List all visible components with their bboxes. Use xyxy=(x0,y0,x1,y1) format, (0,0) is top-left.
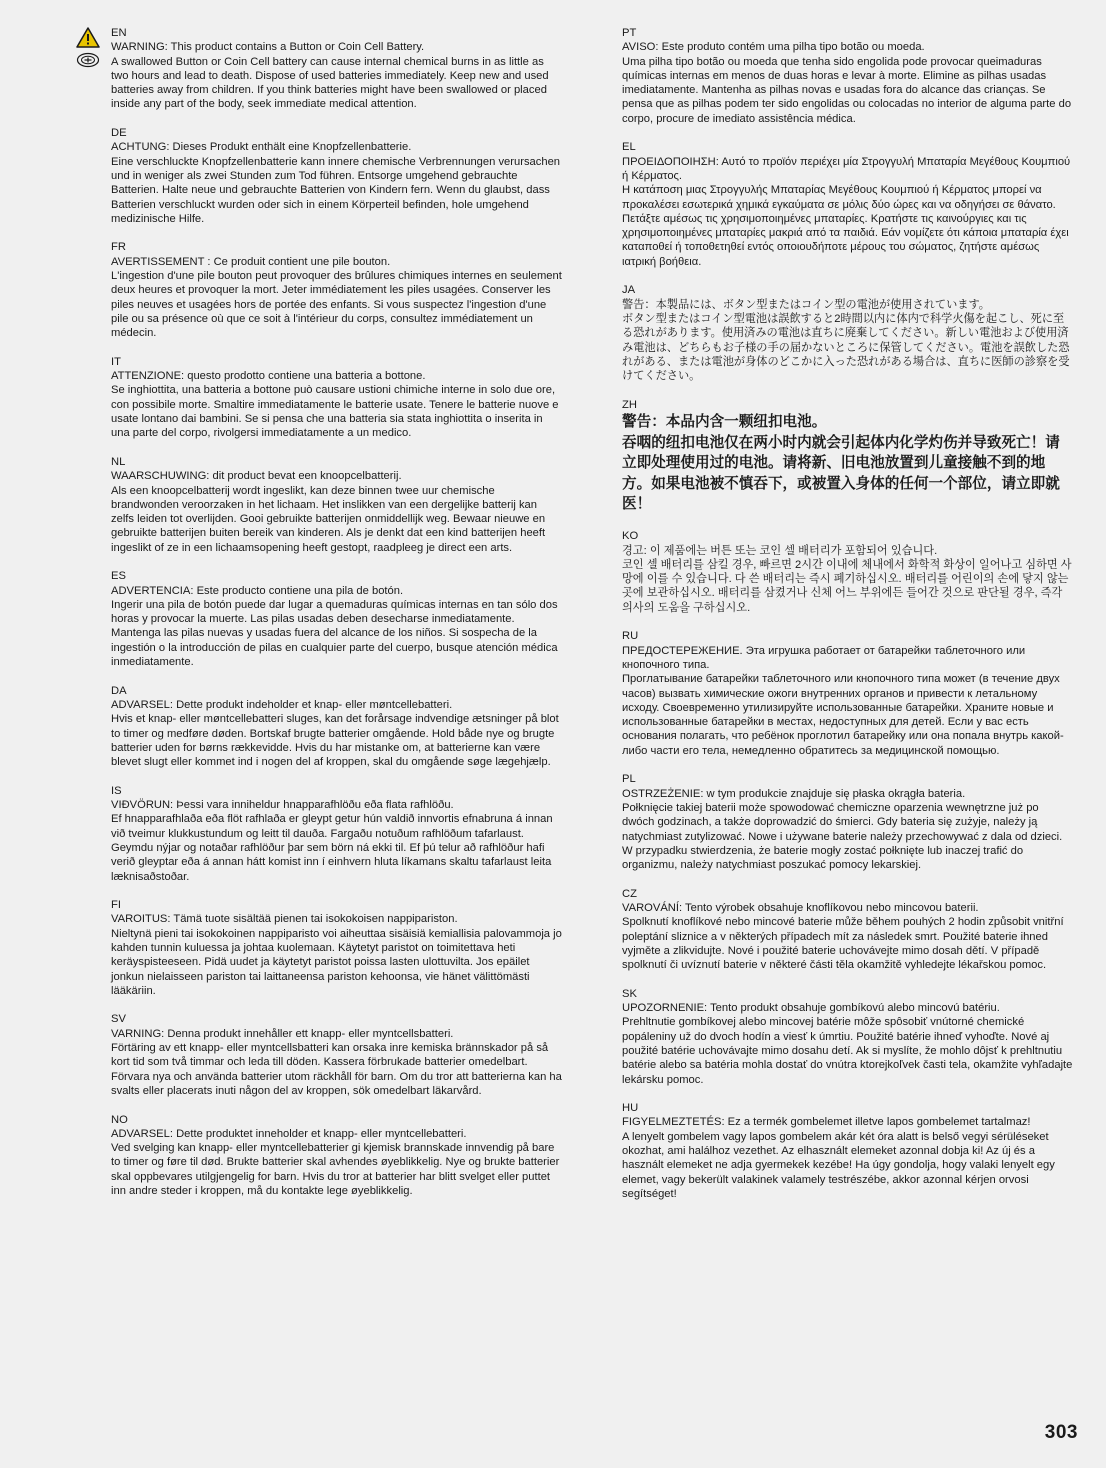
language-code: IT xyxy=(111,355,121,368)
section-ru xyxy=(622,629,1074,758)
left-column xyxy=(111,26,563,1213)
language-code: JA xyxy=(622,284,636,297)
language-code: ZH xyxy=(622,398,637,411)
warning-text: OSTRZEŻENIE: w tym produkcie znajduje się płaska okrągła bateria. Połknięcie takiej baterii może spowodować chemiczne oparzenia wewnętrzne już po dwóch godzinach, a także doprowadzić do śmierci. Gdy bateria się zużyje, należy ją natychmiast zutylizować. Nowe i używane baterie należy przechowywać z dala od dzieci. W przypadku stwierdzenia, że baterie mogły zostać połknięte lub inaczej trafić do organizmu, należy natychmiast poszukać pomocy lekarskiej. xyxy=(622,787,1063,872)
warning-text: ΠΡΟΕΙΔΟΠΟΙΗΣΗ: Αυτό το προϊόν περιέχει μία Στρογγυλή Μπαταρία Μεγέθους Κουμπιού ή Κέρματος. Η κατάποση μιας Στρογγυλής Μπαταρίας Μεγέθους Κουμπιού ή Κέρματος μπορεί να προκαλέσει εσωτερικά χημικά εγκαύματα σε μόλις δύο ώρες και να οδηγήσει σε θάνατο. Πετάξτε αμέσως τις χρησιμοποιημένες μπαταρίες. Κρατήστε τις καινούργιες και τις χρησιμοποιημένες μπαταρίες μακριά από τα παιδιά. Εάν νομίζετε ότι κάποια μπαταρία έχει καταποθεί ή τοποθετηθεί εντός οποιουδήποτε μέρους του σώματος, ζητήστε αμέσως ιατρική βοήθεια. xyxy=(622,155,1071,268)
warning-text: ADVARSEL: Dette produktet inneholder et knapp- eller myntcellebatteri. Ved svelging kan knapp- eller myntcellebatterier gi kjemisk brannskade innvendig på bare to timer og føre til død. Brukte batterier skal avhendes øyeblikkelig. Nye og brukte batterier skal oppbevares utilgjengelig for barn. Hvis du tror at batterier har blitt svelget eller puttet inn andre steder i kroppen, må du kontakte lege øyeblikkelig. xyxy=(111,1127,560,1198)
section-it xyxy=(111,355,563,441)
section-ja xyxy=(622,283,1074,383)
coin-cell-battery-icon xyxy=(76,52,100,68)
section-hu xyxy=(622,1101,1074,1201)
section-zh xyxy=(622,398,1074,515)
warning-text: FIGYELMEZTETÉS: Ez a termék gombelemet illetve lapos gombelemet tartalmaz! A lenyelt gombelem vagy lapos gombelem akár két óra alatt is belső vegyi sérüléseket okozhat, ami halálhoz vezethet. Az elhasznált elemeket azonnal dobja ki! Az új és a használt elemeket ne adja gyermekek kezébe! Ha úgy gondolja, hogy valaki lenyelt egy elemet, vagy bekerült valakinek valamely testrészébe, akkor azonnal kérjen orvosi segítséget! xyxy=(622,1116,1055,1200)
warning-text: ПРЕДОСТЕРЕЖЕНИЕ. Эта игрушка работает от батарейки таблеточного или кнопочного типа. Проглатывание батарейки таблеточного или кнопочного типа может (в течение двух часов) вызвать химические ожоги внутренних органов и привести к летальному исходу. Своевременно утилизируйте использованные батарейки. Храните новые и использованные батарейки в местах, недоступных для детей. Если у вас есть основания полагать, что ребёнок проглотил батарейку или она попала внутрь какой-либо части его тела, немедленно обратитесь за медицинской помощью. xyxy=(622,644,1064,757)
language-code: NL xyxy=(111,455,126,468)
warning-text: VARNING: Denna produkt innehåller ett knapp- eller myntcellsbatteri. Förtäring av ett knapp- eller myntcellsbatteri kan orsaka inre kemiska brännskador på så kort tid som två timmar och leda till döden. Kassera förbrukade batterier omedelbart. Förvara nya och använda batterier utom räckhåll för barn. Om du tror att batterierna kan ha svalts eller placerats inuti någon del av kroppen, sök omedelbart läkarvård. xyxy=(111,1027,562,1097)
section-da xyxy=(111,684,563,770)
language-code: HU xyxy=(622,1102,639,1115)
section-cz xyxy=(622,887,1074,973)
language-code: DA xyxy=(111,684,127,697)
section-fi xyxy=(111,898,563,998)
right-column xyxy=(622,26,1074,1216)
section-pt xyxy=(622,26,1074,126)
warning-triangle-icon xyxy=(76,27,100,48)
language-code: PL xyxy=(622,773,636,786)
warning-text: ADVARSEL: Dette produkt indeholder et knap- eller møntcellebatteri. Hvis et knap- eller møntcellebatteri sluges, kan det forårsage indvendige ætsninger på blot to timer og medføre døden. Bortskaf brugte batterier omgående. Hold både nye og brugte batterier uden for børns rækkevidde. Hvis du har mistanke om, at batterierne kan være blevet slugt eller kommet ind i nogen del af kroppen, skal du omgående søge lægehjælp. xyxy=(111,698,559,769)
warning-text: VAROVÁNÍ: Tento výrobek obsahuje knoflíkovou nebo mincovou baterii. Spolknutí knoflíkové nebo mincové baterie může během pouhých 2 hodin způsobit vnitřní poleptání sliznice a v některých případech mít za následek smrt. Použité baterie ihned vyjměte a zlikvidujte. Nové i použité baterie uchovávejte mimo dosah dětí. V případě spolknutí či uvíznutí baterie v některé části těla okamžitě vyhledejte lékařskou pomoc. xyxy=(622,902,1064,972)
language-code: RU xyxy=(622,630,639,643)
language-code: IS xyxy=(111,784,122,797)
warning-icons xyxy=(76,27,102,68)
warning-text: ACHTUNG: Dieses Produkt enthält eine Knopfzellenbatterie. Eine verschluckte Knopfzellenbatterie kann innere chemische Verbrennungen verursachen und in weniger als zwei Stunden zum Tod führen. Entsorge umgehend gebrauchte Batterien. Halte neue und gebrauchte Batterien von Kindern fern. Wenn du glaubst, dass Batterien verschluckt wurden oder sich in einem Körperteil befinden, hole umgehend medizinische Hilfe. xyxy=(111,141,561,225)
section-ko xyxy=(622,529,1074,615)
language-code: SK xyxy=(622,987,637,1000)
language-code: PT xyxy=(622,27,637,39)
language-code: SV xyxy=(111,1013,126,1026)
section-is xyxy=(111,784,563,884)
language-code: FR xyxy=(111,241,126,254)
section-en xyxy=(111,26,563,112)
language-code: FI xyxy=(111,899,121,912)
warning-text: VIÐVÖRUN: Þessi vara inniheldur hnapparafhlöðu eða flata rafhlöðu. Ef hnapparafhlaða eða flöt rafhlaða er gleypt getur hún valdið innvortis efnabruna á innan við tveimur klukkustundum og leitt til dauða. Fargaðu notuðum rafhlöðum tafarlaust. Geymdu nýjar og notaðar rafhlöður þar sem börn ná ekki til. Ef þú telur að rafhlöður hafi verið gleyptar eða á annan hátt komist inn í einhvern hluta líkamans skaltu tafarlaust leita læknisaðstoðar. xyxy=(111,799,553,883)
warning-text: ATTENZIONE: questo prodotto contiene una batteria a bottone. Se inghiottita, una batteria a bottone può causare ustioni chimiche interne in solo due ore, con possibile morte. Smaltire immediatamente le batterie usate. Tenere le batterie nuove e usate lontano dai bambini. Se si pensa che una batteria sia stata inghiottita o inserita in una parte del corpo, rivolgersi immediatamente a un medico. xyxy=(111,370,559,440)
warning-text: UPOZORNENIE: Tento produkt obsahuje gombíkovú alebo mincovú batériu. Prehltnutie gombíkovej alebo mincovej batérie môže spôsobiť vnútorné chemické popáleniny už do dvoch hodín a viesť k úmrtiu. Použité batérie ihneď vyhoďte. Nové aj použité batérie uchovávajte mimo dosahu detí. Ak si myslíte, že mohlo dôjsť k prehltnutiu batérie alebo sa batéria mohla dostať do vnútra ktorejkoľvek časti tela, okamžite vyhľadajte lekársku pomoc. xyxy=(622,1002,1073,1086)
warning-text: 경고: 이 제품에는 버튼 또는 코인 셀 배터리가 포함되어 있습니다. 코인 셀 배터리를 삼킬 경우, 빠르면 2시간 이내에 체내에서 화학적 화상이 일어나고 심하면 사망에 이를 수 있습니다. 다 쓴 배터리는 즉시 폐기하십시오. 배터리를 어린이의 손에 닿지 않는 곳에 보관하십시오. 배터리를 삼켰거나 신체 어느 부위에든 들어간 것으로 판단될 경우, 즉각 의사의 도움을 구하십시오. xyxy=(622,544,1072,614)
language-code: DE xyxy=(111,127,127,140)
section-sk xyxy=(622,987,1074,1087)
section-es xyxy=(111,569,563,669)
page-number: 303 xyxy=(1044,1422,1078,1443)
language-code: ES xyxy=(111,570,126,583)
warning-text: 警告：本品内含一颗纽扣电池。 吞咽的纽扣电池仅在两小时内就会引起体内化学灼伤并导致死亡！请立即处理使用过的电池。请将新、旧电池放置到儿童接触不到的地方。如果电池被不慎吞下，或被置入身体的任何一个部位，请立即就医！ xyxy=(622,414,1060,513)
warning-text: WARNING: This product contains a Button or Coin Cell Battery. A swallowed Button or Coin Cell battery can cause internal chemical burns in as little as two hours and lead to death. Dispose of used batteries immediately. Keep new and used batteries away from children. If you think batteries might have been swallowed or placed inside any part of the body, seek immediate medical attention. xyxy=(111,41,549,111)
section-no xyxy=(111,1113,563,1199)
warning-text: VAROITUS: Tämä tuote sisältää pienen tai isokokoisen nappipariston. Nieltynä pieni tai isokokoinen nappiparisto voi aiheuttaa sisäisiä kemiallisia palovammoja jo kahden tunnin kuluessa ja johtaa kuolemaan. Käytetyt paristot on toimitettava heti keräyspisteeseen. Pidä uudet ja käytetyt paristot poissa lasten ulottuvilta. Jos epäilet jonkun nielaisseen pariston tai laittaneensa pariston kehoonsa, vie hänet välittömästi lääkäriin. xyxy=(111,913,562,997)
warning-text: 警告：本製品には、ボタン型またはコイン型の電池が使用されています。 ボタン型またはコイン型電池は誤飲すると2時間以内に体内で科学火傷を起こし、死に至る恐れがあります。使用済みの電池は直ちに廃棄してください。新しい電池および使用済み電池は、どちらもお子様の手の届かないところに保管してください。電池を誤飲した恐れがある、または電池が身体のどこかに入った恐れがある場合は、直ちに医師の診察を受けてください。 xyxy=(622,298,1070,383)
language-code: KO xyxy=(622,530,639,543)
section-sv xyxy=(111,1012,563,1098)
section-de xyxy=(111,126,563,226)
language-code: EN xyxy=(111,27,127,39)
section-el xyxy=(622,140,1074,269)
warning-text: AVISO: Este produto contém uma pilha tipo botão ou moeda. Uma pilha tipo botão ou moeda que tenha sido engolida pode provocar queimaduras químicas internas em menos de duas horas e levar à morte. Elimine as pilhas usadas imediatamente. Mantenha as pilhas novas e usadas fora do alcance das crianças. Se pensa que as pilhas podem ter sido engolidas ou colocadas no interior de alguma parte do corpo, procure de imediato assistência médica. xyxy=(622,41,1072,125)
language-code: NO xyxy=(111,1113,128,1126)
warning-text: WAARSCHUWING: dit product bevat een knoopcelbatterij. Als een knoopcelbatterij wordt ingeslikt, kan deze binnen twee uur chemische brandwonden veroorzaken in het lichaam. Het inslikken van een dergelijke batterij kan zelfs leiden tot overlijden. Gooi gebruikte batterijen onmiddellijk weg. Bewaar nieuwe en gebruikte batterijen buiten bereik van kinderen. Als je denkt dat een kind batterijen heeft ingeslikt of ze in een lichaamsopening heeft gestopt, raadpleeg je direct een arts. xyxy=(111,470,546,554)
language-code: EL xyxy=(622,141,636,154)
warning-text: ADVERTENCIA: Este producto contiene una pila de botón. Ingerir una pila de botón puede dar lugar a quemaduras químicas internas en tan sólo dos horas y provocar la muerte. Las pilas usadas deben desecharse inmediatamente. Mantenga las pilas nuevas y usadas fuera del alcance de los niños. Si sospecha de la ingestión o la introducción de pilas en cualquier parte del cuerpo, busque atención médica inmediatamente. xyxy=(111,584,558,669)
section-nl xyxy=(111,455,563,555)
language-code: CZ xyxy=(622,887,637,900)
section-fr xyxy=(111,240,563,340)
section-pl xyxy=(622,772,1074,872)
warning-text: AVERTISSEMENT : Ce produit contient une pile bouton. L'ingestion d'une pile bouton peut provoquer des brûlures chimiques internes en seulement deux heures et provoquer la mort. Jeter immédiatement les piles usagées. Conserver les piles neuves et usagées hors de portée des enfants. Si vous suspectez l'ingestion d'une pile ou sa présence où que ce soit à l'intérieur du corps, consultez immédiatement un médecin. xyxy=(111,255,562,340)
